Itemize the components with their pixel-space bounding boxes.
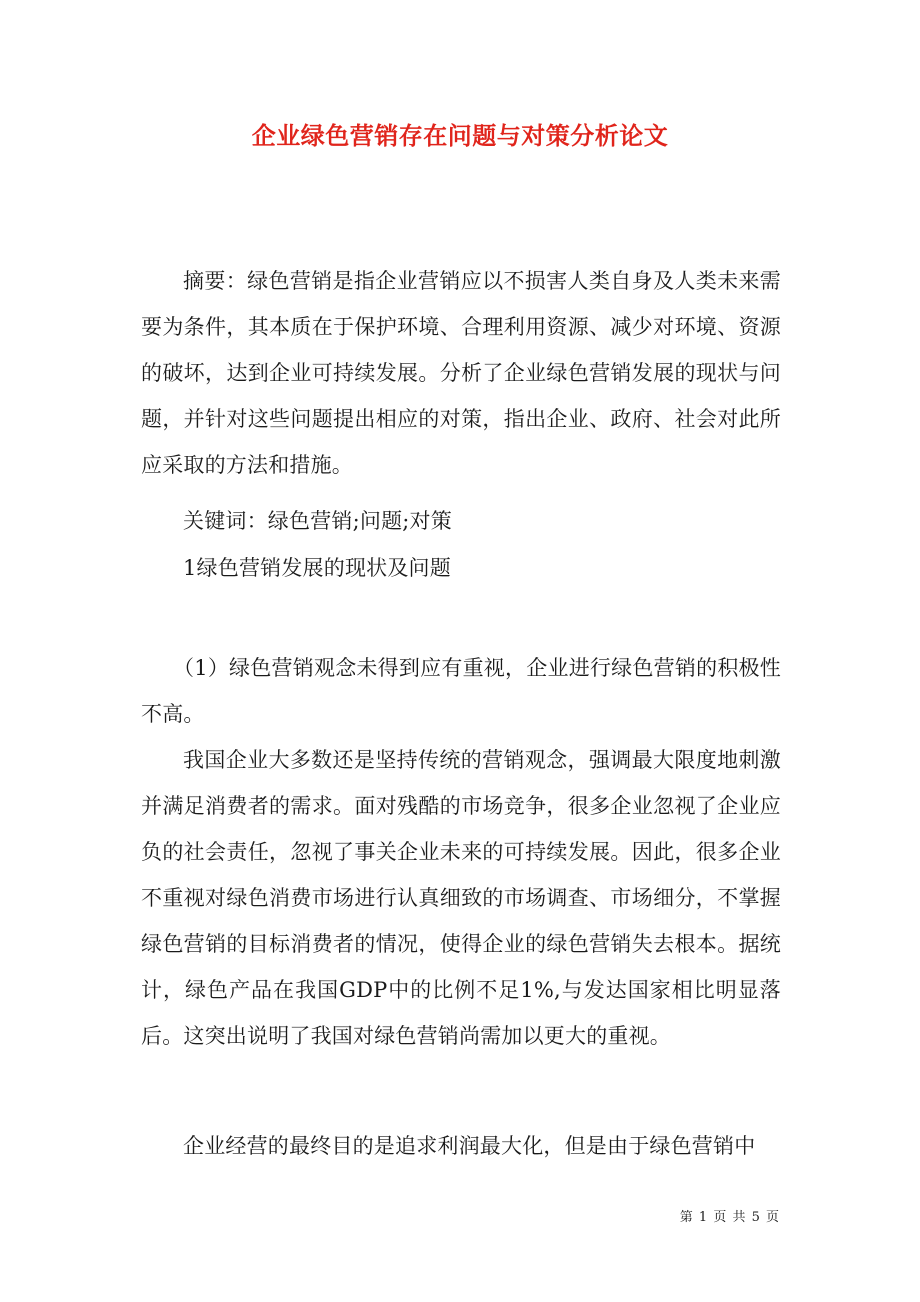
document-title: 企业绿色营销存在问题与对策分析论文	[251, 121, 669, 150]
continued-paragraph: 企业经营的最终目的是追求利润最大化，但是由于绿色营销中	[183, 1134, 756, 1158]
abstract-paragraph: 摘要：绿色营销是指企业营销应以不损害人类自身及人类未来需要为条件，其本质在于保护环境、合理利用资源、减少对环境、资源的破坏，达到企业可持续发展。分析了企业绿色营销发展的现状与问题，并针对这些问题提出相应的对策，指出企业、政府、社会对此所应采取的方法和措施。	[141, 269, 781, 477]
abstract-block	[141, 258, 781, 488]
keywords-line: 关键词：绿色营销;问题;对策	[183, 509, 452, 533]
page-number: 第 1 页 共 5 页	[679, 1210, 780, 1225]
subsection-block	[141, 645, 781, 737]
section-heading-block	[141, 545, 781, 591]
section-heading: 1绿色营销发展的现状及问题	[183, 556, 451, 580]
subsection-heading: （1）绿色营销观念未得到应有重视，企业进行绿色营销的积极性不高。	[141, 656, 781, 726]
continued-paragraph-block	[141, 1123, 781, 1169]
body-paragraph-block	[141, 737, 781, 1059]
body-paragraph: 我国企业大多数还是坚持传统的营销观念，强调最大限度地刺激并满足消费者的需求。面对残酷的市场竞争，很多企业忽视了企业应负的社会责任，忽视了事关企业未来的可持续发展。因此，很多企业不重视对绿色消费市场进行认真细致的市场调查、市场细分，不掌握绿色营销的目标消费者的情况，使得企业的绿色营销失去根本。据统计，绿色产品在我国GDP中的比例不足1%,与发达国家相比明显落后。这突出说明了我国对绿色营销尚需加以更大的重视。	[141, 748, 781, 1048]
keywords-block	[141, 498, 781, 544]
